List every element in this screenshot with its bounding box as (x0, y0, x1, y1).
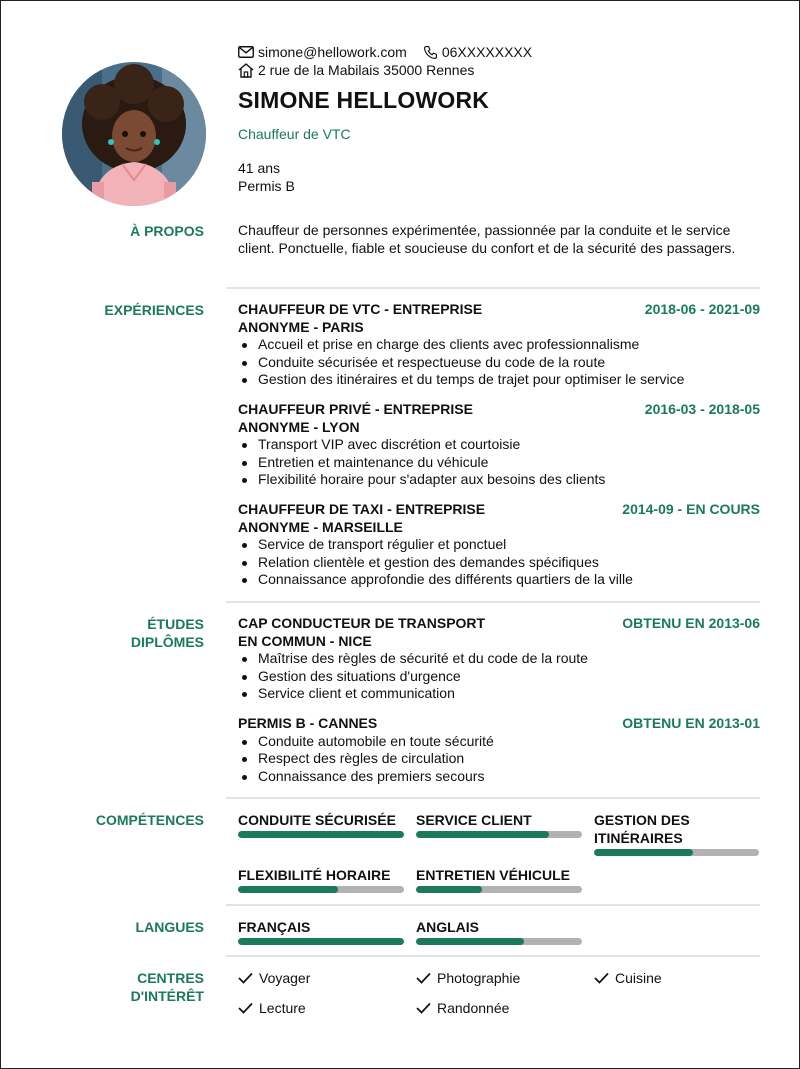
list-item: Entretien et maintenance du véhicule (238, 454, 760, 472)
about-text: Chauffeur de personnes expérimentée, passionnée par la conduite et le service client. Ponctuelle, fiable et soucieuse du confort et de la sécurité des passagers. (238, 222, 736, 256)
language-item (416, 918, 582, 945)
section-divider (226, 287, 760, 289)
email-item[interactable] (238, 43, 407, 61)
job-title: Chauffeur de VTC (238, 126, 351, 142)
skill-level-fill (594, 849, 693, 856)
section-label-experiences: EXPÉRIENCES (104, 302, 204, 318)
contact-info (238, 43, 548, 79)
interest-label: Voyager (259, 970, 311, 986)
address-item (238, 61, 474, 79)
language-level-bar (416, 938, 582, 945)
skill-name: GESTION DES ITINÉRAIRES (594, 812, 690, 846)
age: 41 ans (238, 160, 281, 176)
interest-item (238, 999, 306, 1017)
skill-item (594, 811, 759, 856)
list-item: Service client et communication (238, 685, 760, 703)
list-item: Gestion des itinéraires et du temps de trajet pour optimiser le service (238, 371, 760, 389)
education-entry (238, 715, 760, 785)
experience-entry (238, 301, 760, 389)
experience-bullets (238, 536, 760, 589)
skill-item (416, 811, 582, 838)
skill-name: SERVICE CLIENT (416, 812, 532, 828)
section-divider (226, 797, 760, 799)
language-level-bar (238, 938, 404, 945)
education-date: OBTENU EN 2013-01 (622, 715, 760, 731)
list-item: Relation clientèle et gestion des demandes spécifiques (238, 554, 760, 572)
skill-level-bar (416, 831, 582, 838)
list-item: Connaissance des premiers secours (238, 768, 760, 786)
interest-item (238, 969, 310, 987)
section-label-skills: COMPÉTENCES (95, 812, 204, 828)
list-item: Conduite sécurisée et respectueuse du code de la route (238, 354, 760, 372)
section-label-line: DIPLÔMES (130, 634, 204, 650)
section-label-languages: LANGUES (135, 919, 204, 935)
section-label-about: À PROPOS (130, 223, 204, 239)
experience-bullets (238, 336, 760, 389)
list-item: Conduite automobile en toute sécurité (238, 733, 760, 751)
skill-level-bar (238, 831, 404, 838)
profile-photo (62, 62, 206, 206)
experience-date: 2018-06 - 2021-09 (644, 301, 760, 317)
education-bullets (238, 650, 760, 703)
interest-item (416, 999, 509, 1017)
interest-label: Photographie (437, 970, 521, 986)
section-label-line: D'INTÉRÊT (130, 988, 204, 1004)
experience-title: CHAUFFEUR DE TAXI - ENTREPRISE (238, 501, 486, 517)
check-icon (238, 972, 253, 984)
education-bullets (238, 733, 760, 786)
section-label-line: CENTRES (137, 970, 204, 986)
personal-details (238, 160, 295, 195)
experience-bullets (238, 436, 760, 489)
experience-employer: ANONYME - MARSEILLE (238, 518, 403, 535)
education-title: PERMIS B - CANNES (238, 715, 378, 731)
skill-item (238, 811, 404, 838)
section-divider (226, 955, 760, 957)
section-divider (226, 601, 760, 603)
list-item: Connaissance approfondie des différents quartiers de la ville (238, 571, 760, 589)
interest-item (594, 969, 662, 987)
address-text: 2 rue de la Mabilais 35000 Rennes (258, 62, 475, 78)
section-label-education (131, 615, 204, 651)
skill-level-fill (416, 886, 482, 893)
experience-employer: ANONYME - PARIS (238, 318, 364, 335)
skill-level-bar (238, 886, 404, 893)
check-icon (594, 972, 609, 984)
candidate-name: SIMONE HELLOWORK (238, 87, 490, 113)
skill-item (416, 866, 582, 893)
skill-name: ENTRETIEN VÉHICULE (416, 867, 571, 883)
list-item: Gestion des situations d'urgence (238, 668, 760, 686)
skill-item (238, 866, 404, 893)
skill-name: CONDUITE SÉCURISÉE (238, 812, 396, 828)
list-item: Flexibilité horaire pour s'adapter aux besoins des clients (238, 471, 760, 489)
education-entry (238, 615, 760, 703)
experience-date: 2016-03 - 2018-05 (644, 401, 760, 417)
check-icon (238, 1002, 253, 1014)
skill-level-fill (238, 886, 338, 893)
email-text[interactable]: simone@hellowork.com (258, 44, 407, 60)
education-date: OBTENU EN 2013-06 (622, 615, 760, 631)
list-item: Respect des règles de circulation (238, 750, 760, 768)
skill-level-fill (416, 831, 549, 838)
language-item (238, 918, 404, 945)
section-label-line: ÉTUDES (147, 616, 204, 632)
language-level-fill (238, 938, 404, 945)
phone-text[interactable]: 06XXXXXXXX (441, 44, 533, 60)
experience-employer: ANONYME - LYON (238, 418, 360, 435)
skill-level-bar (416, 886, 582, 893)
section-divider (226, 904, 760, 906)
language-name: FRANÇAIS (238, 919, 311, 935)
language-level-fill (416, 938, 524, 945)
check-icon (416, 972, 431, 984)
check-icon (416, 1002, 431, 1014)
home-icon (238, 63, 254, 78)
section-label-interests (131, 969, 204, 1005)
interest-item (416, 969, 520, 987)
experience-entry (238, 501, 760, 589)
interest-label: Lecture (259, 1000, 306, 1016)
skill-level-bar (594, 849, 759, 856)
experience-title: CHAUFFEUR PRIVÉ - ENTREPRISE (238, 401, 473, 417)
experience-date: 2014-09 - EN COURS (622, 501, 760, 517)
education-title: CAP CONDUCTEUR DE TRANSPORT (238, 615, 486, 631)
experience-entry (238, 401, 760, 489)
list-item: Accueil et prise en charge des clients avec professionnalisme (238, 336, 760, 354)
phone-item[interactable] (423, 43, 532, 61)
envelope-icon (238, 46, 254, 58)
skill-level-fill (238, 831, 404, 838)
education-school: EN COMMUN - NICE (238, 632, 372, 649)
skill-name: FLEXIBILITÉ HORAIRE (238, 867, 391, 883)
interest-label: Cuisine (615, 970, 662, 986)
experience-title: CHAUFFEUR DE VTC - ENTREPRISE (238, 301, 483, 317)
driving-license: Permis B (238, 177, 295, 194)
interest-label: Randonnée (437, 1000, 510, 1016)
language-name: ANGLAIS (416, 919, 479, 935)
list-item: Service de transport régulier et ponctuel (238, 536, 760, 554)
phone-icon (423, 45, 438, 60)
list-item: Transport VIP avec discrétion et courtoisie (238, 436, 760, 454)
list-item: Maîtrise des règles de sécurité et du code de la route (238, 650, 760, 668)
